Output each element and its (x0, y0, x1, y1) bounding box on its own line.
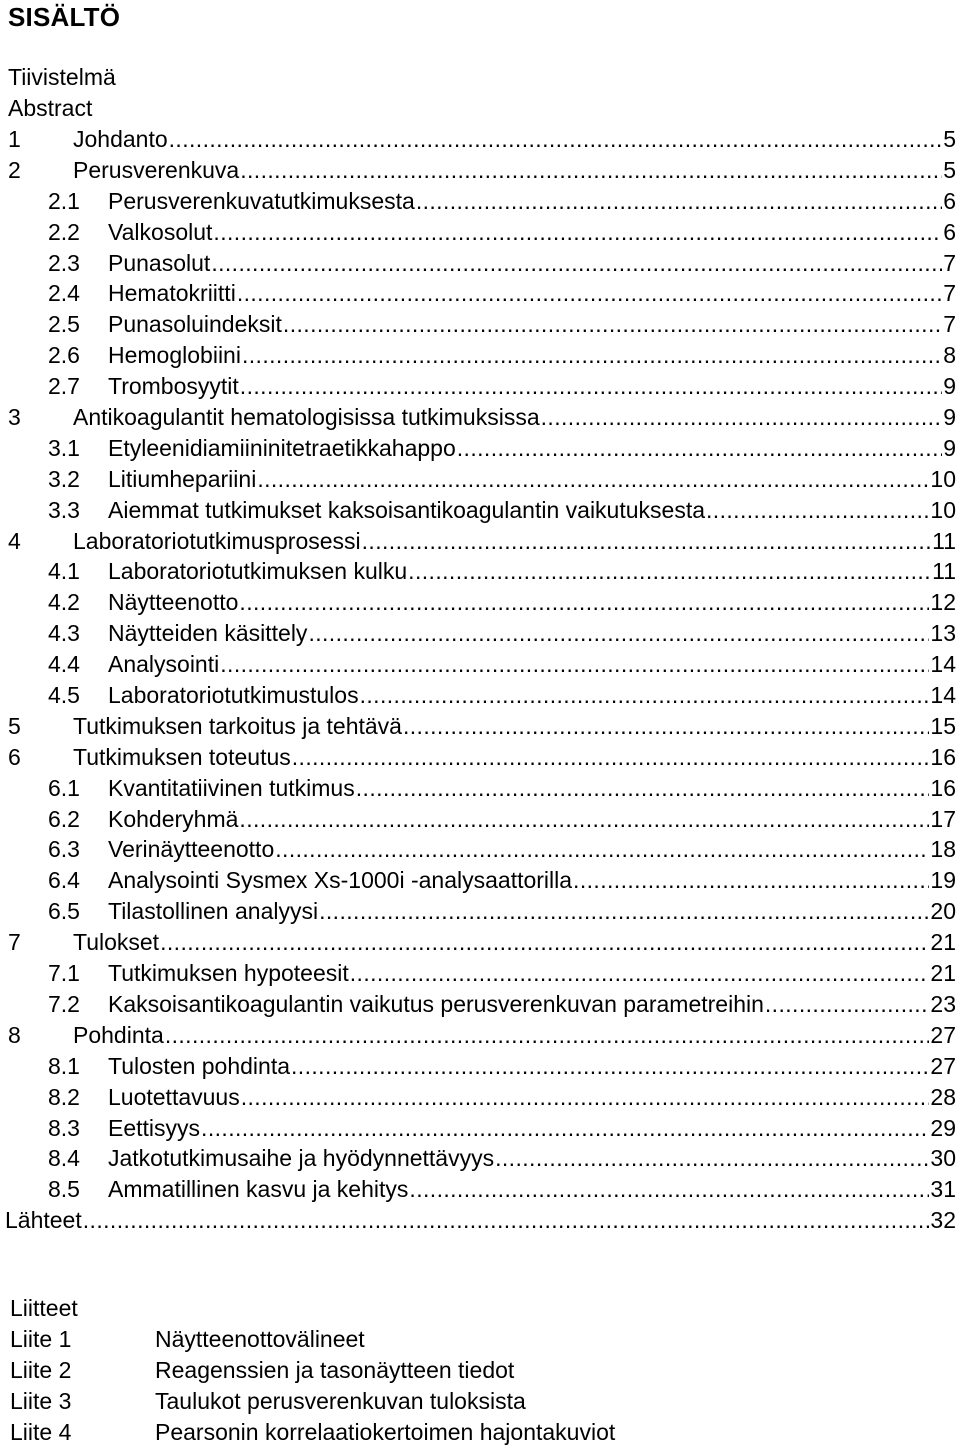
toc-entry-line (108, 1143, 956, 1173)
toc-entry-title: Aiemmat tutkimukset kaksoisantikoagulantin vaikutuksesta (108, 496, 706, 523)
toc-entry-line (5, 1205, 956, 1235)
toc-entry-title: Laboratoriotutkimuksen kulku (108, 558, 408, 585)
toc-entry-title: Etyleenidiamiininitetraetikkahappo (108, 434, 456, 461)
toc-entry-number: 8.1 (48, 1052, 80, 1079)
attachments-list (0, 1324, 960, 1448)
toc-entry[interactable] (0, 526, 960, 557)
attachment-item[interactable] (0, 1386, 960, 1417)
toc-entry-number: 2.2 (48, 218, 80, 245)
dot-leader (457, 433, 942, 463)
toc-entry-title: Kohderyhmä (108, 805, 239, 832)
dot-leader (350, 958, 930, 988)
dot-leader (201, 1113, 929, 1143)
toc-entry-line (108, 495, 956, 525)
toc-entry-title: Jatkotutkimusaihe ja hyödynnettävyys (108, 1145, 495, 1172)
toc-entry-line (73, 927, 956, 957)
toc-entry-line (108, 556, 956, 586)
toc-entry-page: 21 (930, 960, 956, 987)
toc-entry[interactable] (0, 742, 960, 773)
toc-entry-number: 3.1 (48, 434, 80, 461)
toc-entry-title: Punasoluindeksit (108, 311, 282, 338)
toc-entry-number: 4 (8, 527, 21, 554)
toc-entry-line (73, 526, 956, 556)
attachments-heading: Liitteet (10, 1295, 78, 1321)
toc-entry-number: 4.5 (48, 682, 80, 709)
toc-entry-number: 7.1 (48, 960, 80, 987)
toc-entry-title: Perusverenkuvatutkimuksesta (108, 187, 415, 214)
toc-entry-number: 6.2 (48, 805, 80, 832)
attachment-id: Liite 3 (10, 1388, 72, 1414)
toc-entry[interactable] (0, 587, 960, 618)
toc-entry-number: 1 (8, 126, 21, 152)
dot-leader (362, 526, 931, 556)
toc-entry-number: 2.1 (48, 187, 80, 214)
dot-leader (240, 155, 942, 185)
dot-leader (541, 402, 943, 432)
toc-entry-page: 9 (943, 404, 956, 431)
toc-entry-title: Kaksoisantikoagulantin vaikutus perusverenkuvan parametreihin (108, 990, 764, 1017)
dot-leader (291, 1051, 929, 1081)
toc-entry-line (108, 958, 956, 988)
toc-entry-number: 2.7 (48, 373, 80, 400)
toc-entry-page: 7 (943, 280, 956, 307)
toc-entry-page: 31 (930, 1176, 956, 1203)
toc-entry-number: 8.3 (48, 1114, 80, 1141)
toc-entry-page: 5 (943, 156, 956, 183)
toc-entry-title: Litiumhepariini (108, 465, 257, 492)
toc-entry-number: 6.4 (48, 867, 80, 894)
toc-entry[interactable] (0, 711, 960, 742)
dot-leader (237, 278, 942, 308)
toc-entry-line (108, 1113, 956, 1143)
toc-entry-number: 8.4 (48, 1145, 80, 1172)
toc-entry[interactable] (0, 309, 960, 340)
toc-entry-title: Eettisyys (108, 1114, 201, 1141)
toc-entry-title: Näytteiden käsittely (108, 620, 308, 647)
toc-entry-line (108, 773, 956, 803)
toc-entry-title: Valkosolut (108, 218, 213, 245)
toc-entry-title: Laboratoriotutkimustulos (108, 682, 359, 709)
toc-entry-title: Laboratoriotutkimusprosessi (73, 527, 361, 554)
dot-leader (239, 587, 929, 617)
dot-leader (239, 804, 929, 834)
toc-entry-line (108, 371, 956, 401)
table-of-contents (0, 124, 960, 1236)
toc-entry-page: 13 (930, 620, 956, 647)
toc-entry-line (108, 433, 956, 463)
toc-entry[interactable] (0, 1051, 960, 1082)
toc-entry-page: 11 (932, 558, 956, 585)
toc-entry-line (108, 1082, 956, 1112)
toc-entry-line (73, 124, 956, 154)
toc-entry-page: 11 (932, 527, 956, 554)
toc-entry[interactable] (0, 402, 960, 433)
toc-entry-title: Trombosyytit (108, 373, 239, 400)
toc-entry-page: 7 (943, 311, 956, 338)
toc-entry-title: Johdanto (73, 126, 168, 152)
dot-leader (240, 371, 942, 401)
dot-leader (241, 1082, 930, 1112)
toc-entry-number: 3.3 (48, 496, 80, 523)
toc-entry-line (108, 340, 956, 370)
dot-leader (409, 1174, 929, 1204)
toc-entry[interactable] (0, 989, 960, 1020)
toc-entry-line (108, 680, 956, 710)
toc-entry[interactable] (0, 896, 960, 927)
dot-leader (308, 618, 929, 648)
toc-entry-page: 21 (930, 929, 956, 956)
dot-leader (573, 865, 929, 895)
toc-entry-page: 6 (943, 218, 956, 245)
toc-entry-number: 7.2 (48, 990, 80, 1017)
toc-entry-line (108, 649, 956, 679)
dot-leader (416, 186, 942, 216)
toc-entry-page: 9 (943, 434, 956, 461)
toc-entry-title: Tilastollinen analyysi (108, 898, 319, 925)
toc-entry-page: 14 (930, 651, 956, 678)
toc-entry[interactable] (0, 340, 960, 371)
dot-leader (319, 896, 929, 926)
dot-leader (275, 834, 929, 864)
toc-entry-page: 7 (943, 249, 956, 276)
toc-entry-page: 10 (930, 465, 956, 492)
toc-entry[interactable] (0, 1143, 960, 1174)
toc-entry-title: Antikoagulantit hematologisissa tutkimuksissa (73, 404, 540, 431)
dot-leader (495, 1143, 929, 1173)
toc-entry-page: 20 (930, 898, 956, 925)
attachment-title: Taulukot perusverenkuvan tuloksista (155, 1388, 526, 1414)
dot-leader (83, 1205, 930, 1235)
toc-entry-line (108, 217, 956, 247)
toc-entry-page: 5 (943, 126, 956, 152)
toc-entry-page: 12 (930, 589, 956, 616)
toc-entry-line (73, 1020, 956, 1050)
toc-entry-page: 14 (930, 682, 956, 709)
attachment-title: Näytteenottovälineet (155, 1326, 365, 1352)
toc-entry-number: 3 (8, 404, 21, 431)
toc-entry-title: Pohdinta (73, 1021, 164, 1048)
toc-entry[interactable] (0, 958, 960, 989)
toc-entry[interactable] (0, 1174, 960, 1205)
dot-leader (403, 711, 929, 741)
toc-entry-title: Hematokriitti (108, 280, 236, 307)
attachment-id: Liite 2 (10, 1357, 72, 1383)
attachment-title: Reagenssien ja tasonäytteen tiedot (155, 1357, 515, 1383)
toc-entry-line (108, 896, 956, 926)
attachment-id: Liite 4 (10, 1419, 72, 1445)
attachment-title: Pearsonin korrelaatiokertoimen hajontakuviot (155, 1419, 616, 1445)
attachment-id: Liite 1 (10, 1326, 72, 1352)
toc-entry-line (108, 248, 956, 278)
toc-entry-page: 10 (930, 496, 956, 523)
toc-entry-page: 19 (930, 867, 956, 894)
toc-entry-line (108, 804, 956, 834)
toc-entry-title: Lähteet (5, 1207, 82, 1234)
dot-leader (165, 1020, 930, 1050)
toc-entry-line (108, 989, 956, 1019)
dot-leader (211, 248, 942, 278)
dot-leader (356, 773, 930, 803)
toc-entry-number: 4.2 (48, 589, 80, 616)
toc-entry-page: 18 (930, 836, 956, 863)
toc-entry-page: 6 (943, 187, 956, 214)
dot-leader (220, 649, 929, 679)
toc-entry-number: 6 (8, 743, 21, 770)
toc-entry-title: Tulosten pohdinta (108, 1052, 291, 1079)
toc-entry-number: 2.6 (48, 342, 80, 369)
attachment-item[interactable] (0, 1417, 960, 1448)
toc-entry-page: 27 (930, 1052, 956, 1079)
toc-entry-title: Perusverenkuva (73, 156, 240, 183)
toc-entry-line (108, 1051, 956, 1081)
toc-entry[interactable] (0, 371, 960, 402)
toc-entry-number: 8.5 (48, 1176, 80, 1203)
toc-entry-title: Verinäytteenotto (108, 836, 275, 863)
toc-entry-number: 2.3 (48, 249, 80, 276)
toc-entry-title: Tutkimuksen tarkoitus ja tehtävä (73, 712, 402, 739)
dot-leader (706, 495, 929, 525)
toc-entry-page: 27 (930, 1021, 956, 1048)
attachment-item[interactable] (0, 1324, 960, 1355)
dot-leader (160, 927, 929, 957)
toc-entry[interactable] (0, 124, 960, 155)
attachment-item[interactable] (0, 1355, 960, 1386)
toc-preface-abstract-en[interactable]: Abstract (8, 95, 93, 121)
toc-entry[interactable] (0, 1082, 960, 1113)
toc-entry[interactable] (0, 773, 960, 804)
toc-entry[interactable] (0, 186, 960, 217)
toc-entry-page: 28 (930, 1083, 956, 1110)
toc-entry-number: 8.2 (48, 1083, 80, 1110)
dot-leader (283, 309, 942, 339)
toc-entry[interactable] (0, 433, 960, 464)
toc-entry-title: Luotettavuus (108, 1083, 240, 1110)
dot-leader (213, 217, 942, 247)
toc-entry-line (108, 309, 956, 339)
dot-leader (242, 340, 942, 370)
toc-entry-title: Punasolut (108, 249, 211, 276)
toc-entry-page: 23 (930, 990, 956, 1017)
toc-entry[interactable] (0, 464, 960, 495)
toc-entry-title: Ammatillinen kasvu ja kehitys (108, 1176, 409, 1203)
toc-entry[interactable] (0, 278, 960, 309)
toc-entry-number: 4.3 (48, 620, 80, 647)
toc-entry[interactable] (0, 834, 960, 865)
toc-entry-page: 9 (943, 373, 956, 400)
dot-leader (360, 680, 930, 710)
toc-entry-title: Hemoglobiini (108, 342, 241, 369)
toc-entry-page: 16 (930, 743, 956, 770)
toc-entry[interactable] (0, 649, 960, 680)
toc-entry-page: 8 (943, 342, 956, 369)
toc-entry-number: 6.1 (48, 774, 80, 801)
toc-entry-number: 4.1 (48, 558, 80, 585)
toc-entry[interactable] (0, 804, 960, 835)
toc-entry-title: Tutkimuksen toteutus (73, 743, 291, 770)
toc-entry-title: Analysointi Sysmex Xs-1000i -analysaattorilla (108, 867, 573, 894)
dot-leader (765, 989, 930, 1019)
page-title: SISÄLTÖ (8, 2, 121, 32)
toc-entry-line (108, 464, 956, 494)
toc-entry-number: 2.5 (48, 311, 80, 338)
toc-entry[interactable] (0, 1020, 960, 1051)
toc-entry-page: 16 (930, 774, 956, 801)
toc-entry-number: 2.4 (48, 280, 80, 307)
toc-entry-line (73, 402, 956, 432)
toc-entry-page: 29 (930, 1114, 956, 1141)
toc-entry-number: 2 (8, 156, 21, 183)
toc-entry-line (73, 742, 956, 772)
toc-entry-number: 6.3 (48, 836, 80, 863)
toc-entry-number: 6.5 (48, 898, 80, 925)
toc-entry-line (73, 155, 956, 185)
toc-entry-line (108, 865, 956, 895)
dot-leader (257, 464, 929, 494)
toc-entry-number: 4.4 (48, 651, 80, 678)
toc-entry-number: 8 (8, 1021, 21, 1048)
toc-preface-abstract-fi[interactable]: Tiivistelmä (8, 64, 116, 90)
toc-entry-number: 5 (8, 712, 21, 739)
dot-leader (408, 556, 931, 586)
toc-entry-page: 32 (930, 1207, 956, 1234)
toc-entry[interactable] (0, 1205, 960, 1236)
toc-entry-title: Tutkimuksen hypoteesit (108, 960, 349, 987)
toc-entry-page: 15 (930, 712, 956, 739)
dot-leader (292, 742, 930, 772)
toc-entry-line (73, 711, 956, 741)
toc-entry-line (108, 1174, 956, 1204)
toc-entry[interactable] (0, 556, 960, 587)
toc-entry[interactable] (0, 927, 960, 958)
toc-entry[interactable] (0, 618, 960, 649)
toc-entry-line (108, 186, 956, 216)
toc-entry-number: 7 (8, 929, 21, 956)
toc-entry-title: Tulokset (73, 929, 160, 956)
toc-entry[interactable] (0, 155, 960, 186)
toc-entry-page: 30 (930, 1145, 956, 1172)
toc-entry-page: 17 (930, 805, 956, 832)
toc-entry[interactable] (0, 1113, 960, 1144)
toc-entry-line (108, 278, 956, 308)
toc-entry-number: 3.2 (48, 465, 80, 492)
toc-entry[interactable] (0, 865, 960, 896)
toc-entry[interactable] (0, 495, 960, 526)
toc-entry-line (108, 834, 956, 864)
toc-entry[interactable] (0, 217, 960, 248)
dot-leader (169, 124, 943, 154)
toc-entry-title: Kvantitatiivinen tutkimus (108, 774, 355, 801)
toc-entry-title: Näytteenotto (108, 589, 239, 616)
toc-entry[interactable] (0, 680, 960, 711)
toc-entry-title: Analysointi (108, 651, 220, 678)
toc-entry[interactable] (0, 248, 960, 279)
toc-entry-line (108, 618, 956, 648)
toc-entry-line (108, 587, 956, 617)
